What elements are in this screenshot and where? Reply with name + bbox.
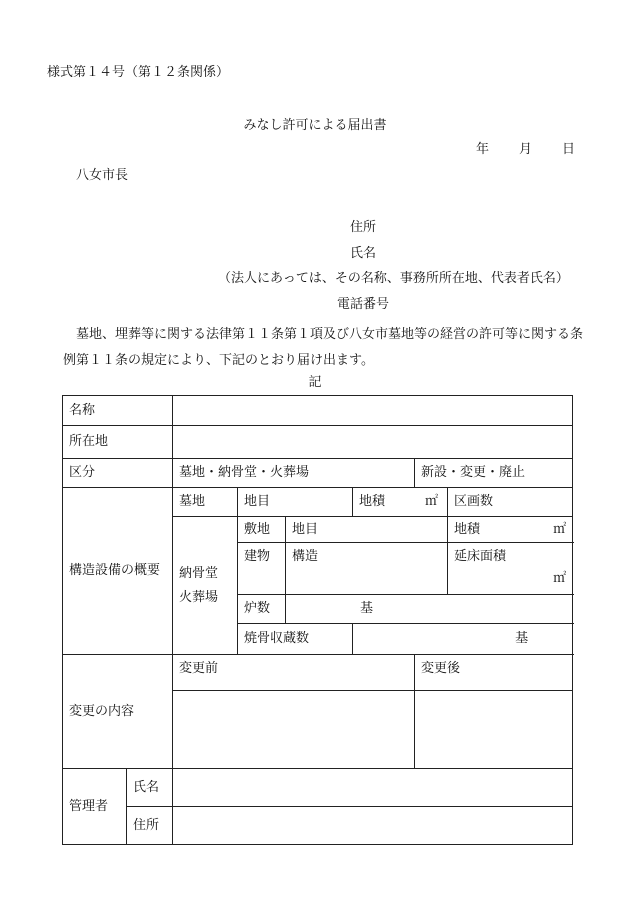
bone-storage-label: 焼骨収蔵数 [238,624,353,655]
site-area[interactable]: 地積 ㎡ [448,517,573,543]
crematorium-label: 火葬場 [179,589,219,605]
bone-storage-field[interactable] [353,624,573,655]
name-label: 名称 [63,396,173,426]
name-field[interactable] [173,396,573,426]
date-line [476,143,575,156]
manager-name-field[interactable] [173,769,573,807]
document-title: みなし許可による届出書 [243,118,387,133]
before-field[interactable] [173,691,415,769]
bone-storage-unit: 基 [515,631,529,647]
statement-text: 墓地、埋葬等に関する法律第１１条第１項及び八女市墓地等の経営の許可等に関する条例第１１条の規定により、下記のとおり届け出ます。 [63,327,584,368]
structure-label: 構造設備の概要 [63,488,173,655]
ossuary-label: 納骨堂 [179,565,219,581]
form-number: 様式第１４号（第１２条関係） [47,65,230,80]
before-label: 変更前 [173,655,415,691]
date-year: 年 [476,142,490,157]
manager-address-label: 住所 [127,807,173,845]
date-month: 月 [519,142,533,157]
location-label: 所在地 [63,426,173,459]
category-actions[interactable]: 新設・変更・廃止 [415,459,573,488]
ossuary-crematorium-label [173,517,238,655]
building-construction[interactable]: 構造 [286,543,448,595]
manager-label: 管理者 [63,769,127,845]
corporate-note: （法人にあっては、その名称、事務所所在地、代表者氏名） [218,271,569,286]
cemetery-plots[interactable]: 区画数 [448,488,573,517]
change-label: 変更の内容 [63,655,173,769]
furnace-count-field[interactable] [286,595,573,624]
cemetery-area-unit: ㎡ [425,494,439,510]
date-day: 日 [562,142,576,157]
manager-name-label: 氏名 [127,769,173,807]
cemetery-land-category[interactable]: 地目 [238,488,353,517]
addressee: 八女市長 [76,168,129,183]
building-label: 建物 [238,543,286,595]
furnace-unit: 基 [360,601,374,617]
manager-address-field[interactable] [173,807,573,845]
cemetery-area[interactable]: 地積 ㎡ [353,488,448,517]
category-label: 区分 [63,459,173,488]
furnace-count-label: 炉数 [238,595,286,624]
floor-area-unit: ㎡ [553,570,567,586]
location-field[interactable] [173,426,573,459]
applicant-address-label: 住所 [350,220,377,235]
category-types[interactable]: 墓地・納骨堂・火葬場 [173,459,415,488]
site-land-category[interactable]: 地目 [286,517,448,543]
notification-table [62,395,573,845]
site-area-unit: ㎡ [553,521,567,537]
after-label: 変更後 [415,655,573,691]
site-label: 敷地 [238,517,286,543]
cemetery-label: 墓地 [173,488,238,517]
building-floor-area[interactable]: 延床面積 ㎡ [448,543,573,595]
applicant-name-label: 氏名 [350,246,377,261]
applicant-phone-label: 電話番号 [337,297,390,312]
after-field[interactable] [415,691,573,769]
ki-marker: 記 [308,375,322,390]
